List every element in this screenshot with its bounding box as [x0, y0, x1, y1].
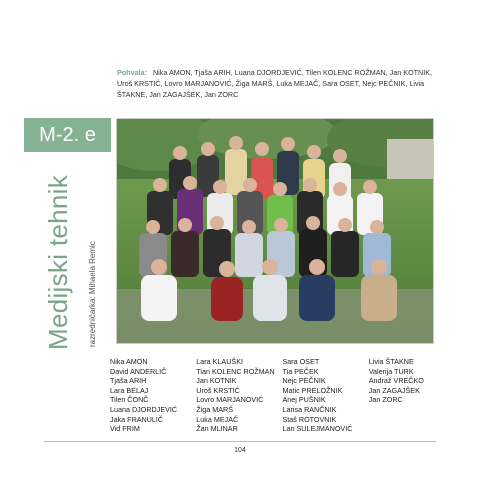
names-column-3	[283, 357, 369, 434]
student-name: Jan ZORC	[368, 395, 403, 405]
student-name: Lovro MARJANOVIĆ	[196, 395, 264, 405]
class-group-photo	[116, 118, 434, 344]
student-name: Nejc PEČNIK	[282, 376, 326, 386]
student-name: Lara BELAJ	[110, 385, 149, 395]
student-name: Larisa RANČNIK	[282, 404, 337, 414]
student-name: Andraž VREČKO	[368, 376, 424, 386]
names-column-4	[369, 357, 455, 434]
student-name: Valerija TURK	[368, 366, 414, 376]
photo-illustration	[117, 119, 433, 343]
student-name: Tian KOLENC ROŽMAN	[196, 366, 275, 376]
student-name: Luka MEJAČ	[196, 414, 239, 424]
student-name: Staš ROTOVNIK	[282, 414, 337, 424]
praise-label: Pohvala:	[117, 68, 147, 77]
student-name: Sara OSET	[282, 357, 320, 366]
student-name: Žiga MARŠ	[196, 404, 233, 414]
student-name: Lara KLAUŠKI	[196, 357, 243, 366]
student-name: Tilen ČONČ	[110, 395, 149, 405]
student-name: Luana DJORDJEVIĆ	[110, 404, 178, 414]
student-name: David ANDERLIČ	[110, 366, 167, 376]
footer-divider	[44, 441, 436, 442]
student-name: Lan SULEJMANOVIĆ	[282, 424, 353, 434]
student-name: Matic PRELOŽNIK	[282, 385, 343, 395]
praise-block	[117, 67, 447, 100]
student-name: Jaka FRANULIČ	[110, 414, 164, 424]
student-name: Livia ŠTAKNE	[368, 357, 414, 366]
teacher-name: razredničarka: Mihaela Remic	[88, 241, 97, 347]
student-name: Uroš KRSTIĆ	[196, 385, 240, 395]
student-list	[110, 357, 455, 434]
program-title: Medijski tehnik	[43, 174, 73, 350]
student-name: Jan ZAGAJŠEK	[368, 385, 420, 395]
class-code: M-2. e	[39, 123, 96, 146]
student-name: Anej PUŠNIK	[282, 395, 326, 405]
student-name: Tia PEČEK	[282, 366, 319, 376]
names-column-1	[110, 357, 196, 434]
page-number: 104	[234, 447, 246, 454]
student-name: Žan MLINAR	[196, 424, 238, 434]
student-name: Jan KOTNIK	[196, 376, 237, 386]
student-name: Vid FRIM	[110, 424, 140, 434]
class-code-box	[24, 118, 111, 152]
student-name: Tjaša ARIH	[110, 376, 147, 386]
praise-text: Nika AMON, Tjaša ARIH, Luana DJORDJEVIĆ, Tilen KOLENC ROŽMAN, Jan KOTNIK, Uroš KRSTIĆ, Lovro MARJANOVIĆ, Žiga MARŠ, Luka MEJAČ, Sara OSET, Nejc PEČNIK, Livia ŠTAKNE, Jan ZAGAJŠEK, Jan ZORC	[117, 68, 433, 99]
names-column-2	[196, 357, 282, 434]
student-name: Nika AMON	[110, 357, 148, 366]
